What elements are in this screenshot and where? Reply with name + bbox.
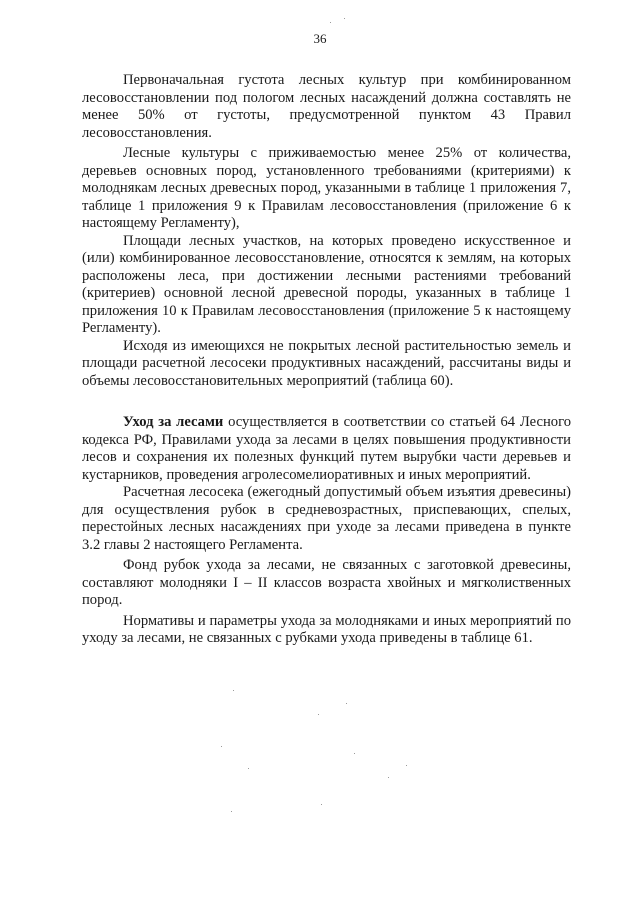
paragraph-areas: Площади лесных участков, на которых проведено искусственное и (или) комбинированное лесовосстановление, относятся к землям, на которых расположены леса, при достижении лесными растениями требований (критериев) основной лесной древесной породы, указанных в таблице 1 приложения 10 к Правилам лесовосстановления (приложение 5 к настоящему Регламенту).: [82, 232, 571, 336]
scan-speck: [344, 18, 345, 19]
scan-speck: [346, 703, 347, 704]
page-number: 36: [313, 31, 327, 46]
paragraph-volumes: Исходя из имеющихся не покрытых лесной растительностью земель и площади расчетной лесосеки продуктивных насаждений, рассчитаны виды и объемы лесовосстановительных мероприятий (таблица 60).: [82, 337, 571, 389]
forest-care-text: осуществляется в соответствии со статьей 64 Лесного кодекса РФ, Правилами ухода за лесами в целях повышения продуктивности лесов и сохранения их полезных функций путем вырубки части деревьев и кустарников, проведения агролесомелиоративных и иных мероприятий.: [82, 414, 571, 483]
forest-care-heading: Уход за лесами: [123, 414, 224, 430]
scan-speck: [321, 804, 322, 805]
paragraph-density: Первоначальная густота лесных культур при комбинированном лесовосстановлении под пологом лесных насаждений должна составлять не менее 50% от густоты, предусмотренной пунктом 43 Правил лесовосстановления.: [82, 72, 571, 141]
scan-speck: [248, 768, 249, 769]
paragraph-thinning-fund: Фонд рубок ухода за лесами, не связанных с заготовкой древесины, составляют молодняки I – II классов возраста хвойных и мягколиственных пород.: [82, 557, 571, 608]
paragraph-forest-care: [82, 414, 571, 484]
document-body: [82, 72, 571, 648]
scan-speck: [233, 690, 234, 691]
scan-speck: [354, 753, 355, 754]
scan-speck: [221, 746, 222, 747]
paragraph-cutting-area: Расчетная лесосека (ежегодный допустимый объем изъятия древесины) для осуществления рубок в средневозрастных, приспевающих, спелых, перестойных лесных насаждениях при уходе за лесами приведена в пункте 3.2 главы 2 настоящего Регламента.: [82, 484, 571, 553]
scan-speck: [330, 22, 331, 23]
paragraph-survival: Лесные культуры с приживаемостью менее 25% от количества, деревьев основных пород, установленного требованиями (критериями) к молоднякам лесных древесных пород, указанными в таблице 1 приложения 7, таблице 1 приложения 9 к Правилам лесовосстановления (приложение 6 к настоящему Регламенту),: [82, 145, 571, 231]
scan-speck: [406, 765, 407, 766]
scan-speck: [231, 811, 232, 812]
scan-speck: [388, 777, 389, 778]
paragraph-standards: Нормативы и параметры ухода за молодняками и иных мероприятий по уходу за лесами, не связанных с рубками ухода приведены в таблице 61.: [82, 612, 571, 646]
scan-speck: [318, 714, 319, 715]
